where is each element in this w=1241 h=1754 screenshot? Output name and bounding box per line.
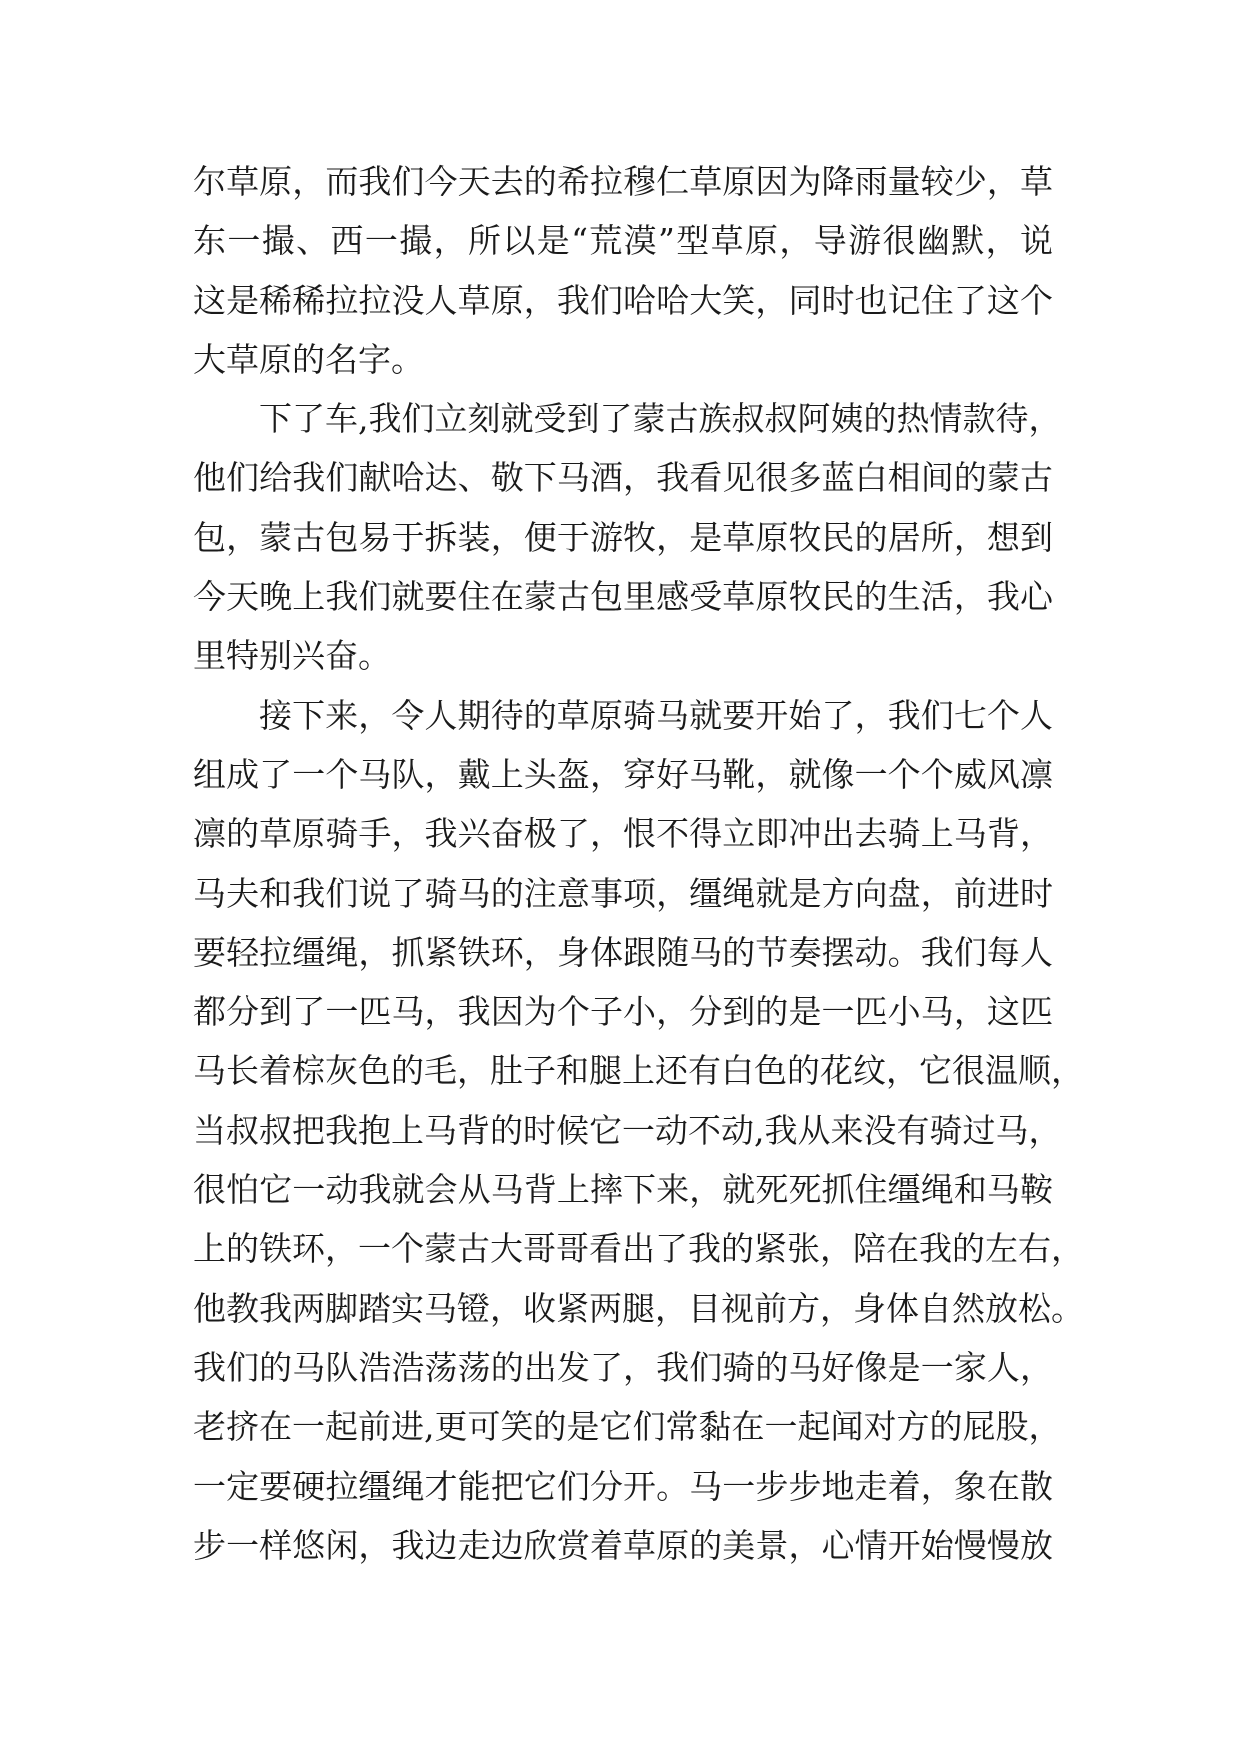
text-line: 这是稀稀拉拉没人草原，我们哈哈大笑，同时也记住了这个 xyxy=(193,280,1053,320)
text-line: 他教我两脚踏实马镫，收紧两腿，目视前方，身体自然放松。 xyxy=(193,1288,1084,1328)
text-line: 很怕它一动我就会从马背上摔下来，就死死抓住缰绳和马鞍 xyxy=(193,1170,1053,1210)
text-line: 他们给我们献哈达、敬下马酒，我看见很多蓝白相间的蒙古 xyxy=(193,458,1053,498)
text-line: 老挤在一起前进,更可笑的是它们常黏在一起闻对方的屁股， xyxy=(193,1407,1062,1447)
text-line: 里特别兴奋。 xyxy=(193,636,391,676)
text-line: 包，蒙古包易于拆装，便于游牧，是草原牧民的居所，想到 xyxy=(193,517,1053,557)
text-line: 当叔叔把我抱上马背的时候它一动不动,我从来没有骑过马， xyxy=(193,1110,1062,1150)
text-line: 东一撮、西一撮，所以是“荒漠”型草原，导游很幽默，说 xyxy=(193,221,1053,261)
text-line: 都分到了一匹马，我因为个子小，分到的是一匹小马，这匹 xyxy=(193,992,1053,1032)
text-line: 马长着棕灰色的毛，肚子和腿上还有白色的花纹，它很温顺， xyxy=(193,1051,1084,1091)
text-line: 马夫和我们说了骑马的注意事项，缰绳就是方向盘，前进时 xyxy=(193,873,1053,913)
text-line: 凛的草原骑手，我兴奋极了，恨不得立即冲出去骑上马背， xyxy=(193,814,1053,854)
body-text xyxy=(193,152,1084,1575)
text-line: 尔草原，而我们今天去的希拉穆仁草原因为降雨量较少，草 xyxy=(193,162,1053,201)
text-line: 接下来，令人期待的草原骑马就要开始了，我们七个人 xyxy=(259,695,1053,735)
text-line: 上的铁环，一个蒙古大哥哥看出了我的紧张，陪在我的左右， xyxy=(193,1229,1084,1269)
text-line: 一定要硬拉缰绳才能把它们分开。马一步步地走着，象在散 xyxy=(193,1466,1053,1506)
text-line: 步一样悠闲，我边走边欣赏着草原的美景，心情开始慢慢放 xyxy=(193,1525,1053,1565)
text-line: 我们的马队浩浩荡荡的出发了，我们骑的马好像是一家人， xyxy=(193,1347,1053,1387)
text-line: 今天晚上我们就要住在蒙古包里感受草原牧民的生活，我心 xyxy=(193,577,1053,617)
text-line: 大草原的名字。 xyxy=(193,339,424,379)
text-line: 组成了一个马队，戴上头盔，穿好马靴，就像一个个威风凛 xyxy=(193,754,1053,794)
text-line: 下了车,我们立刻就受到了蒙古族叔叔阿姨的热情款待， xyxy=(259,399,1062,439)
text-line: 要轻拉缰绳，抓紧铁环，身体跟随马的节奏摆动。我们每人 xyxy=(193,932,1053,972)
